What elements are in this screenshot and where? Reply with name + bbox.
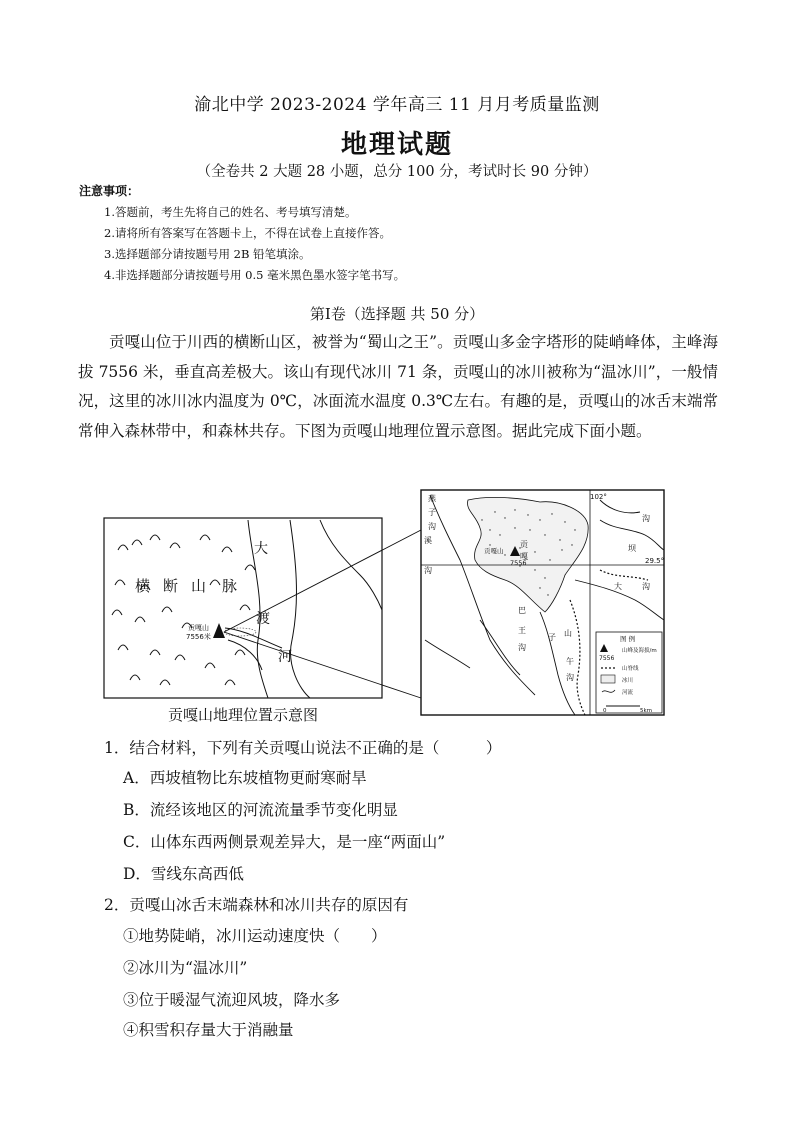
place-label-char: 午 xyxy=(566,657,574,666)
detail-peak-name: 贡嘎山 xyxy=(484,547,504,555)
exam-info: （全卷共 2 大题 28 小题，总分 100 分，考试时长 90 分钟） xyxy=(196,164,598,180)
peak-height-label: 7556米 xyxy=(186,633,211,641)
exam-title: 渝北中学 2023-2024 学年高三 11 月月考质量监测 xyxy=(194,95,600,115)
question-2-statement: ②冰川为“温冰川” xyxy=(123,959,248,977)
river-lines xyxy=(225,520,382,698)
place-label-char: 子 xyxy=(548,633,556,642)
river-label-char: 河 xyxy=(278,649,292,665)
figure-caption: 贡嘎山地理位置示意图 xyxy=(167,706,318,724)
legend-item: 山脊线 xyxy=(622,666,639,672)
question-1-option-c: C．山体东西两侧景观差异大，是一座“两面山” xyxy=(123,833,446,851)
place-label-char: 燕 xyxy=(428,494,436,503)
detail-map xyxy=(421,490,664,715)
question-2-statement: ③位于暖湿气流迎风坡，降水多 xyxy=(123,991,341,1009)
legend-item: 冰川 xyxy=(622,678,634,684)
river-label-char: 渡 xyxy=(256,611,270,627)
question-1-option-d: D．雪线东高西低 xyxy=(123,865,244,883)
range-label-char: 脉 xyxy=(222,577,238,595)
legend-peak-value: 7556 xyxy=(599,655,615,662)
range-label-char: 山 xyxy=(191,577,207,595)
section-heading: 第Ⅰ卷（选择题 共 50 分） xyxy=(309,305,485,323)
question-1-option-a: A．西坡植物比东坡植物更耐寒耐旱 xyxy=(123,769,367,787)
place-label-char: 沟 xyxy=(642,514,650,523)
question-2-stem: 2．贡嘎山冰舌末端森林和冰川共存的原因有 xyxy=(104,896,409,914)
peak-marker-icon xyxy=(213,623,225,638)
question-2-statement: ①地势陡峭，冰川运动速度快（ ） xyxy=(123,927,387,945)
legend-item: 河流 xyxy=(622,690,634,696)
place-label-char: 嘎 xyxy=(520,552,528,561)
range-label-char: 断 xyxy=(163,577,179,595)
notice-item: 1.答题前，考生先将自己的姓名、考号填写清楚。 xyxy=(104,205,357,219)
range-label-char: 横 xyxy=(135,577,151,595)
legend-glacier-icon xyxy=(601,675,615,683)
notice-item: 2.请将所有答案写在答题卡上，不得在试卷上直接作答。 xyxy=(104,226,391,240)
subject-title: 地理试题 xyxy=(340,130,453,160)
passage-text: 贡嘎山位于川西的横断山区，被誉为“蜀山之王”。贡嘎山多金字塔形的陡峭峰体，主峰海拔 7556 米，垂直高差极大。该山有现代冰川 71 条，贡嘎山的冰川被称为“温冰川”，一般情况，这里的冰川冰内温度为 0℃，冰面流水温度 0.3℃左右。有趣的是，贡嘎山的冰舌末端常常伸入森林带中，和森林共存。下图为贡嘎山地理位置示意图。据此完成下面小题。 xyxy=(78,333,718,440)
legend-frame xyxy=(596,632,662,713)
question-1-stem: 1．结合材料，下列有关贡嘎山说法不正确的是（ ） xyxy=(104,739,502,757)
place-label-char: 子 xyxy=(428,508,436,517)
place-label-char: 贡 xyxy=(520,540,528,549)
longitude-label: 102° xyxy=(590,493,607,501)
legend-item: 山峰及海拔/m xyxy=(622,648,657,654)
place-label-char: 溪 xyxy=(424,536,432,545)
detail-peak-height: 7556 xyxy=(510,559,527,567)
place-label-char: 沟 xyxy=(518,643,526,652)
place-label-char: 山 xyxy=(564,629,572,638)
place-label-char: 沟 xyxy=(566,673,574,682)
scale-end: 5km xyxy=(640,708,653,714)
place-label-char: 王 xyxy=(518,626,526,635)
scale-start: 0 xyxy=(603,708,607,714)
notice-item: 3.选择题部分请按题号用 2B 铅笔填涂。 xyxy=(104,247,311,261)
place-label-char: 坝 xyxy=(628,544,636,553)
place-label-char: 大 xyxy=(614,582,622,591)
place-label-char: 沟 xyxy=(424,566,432,575)
map-legend xyxy=(596,632,662,714)
peak-name-label: 贡嘎山 xyxy=(188,624,209,632)
latitude-label: 29.5° xyxy=(645,557,665,565)
notice-heading: 注意事项： xyxy=(79,184,140,198)
question-1-option-b: B．流经该地区的河流流量季节变化明显 xyxy=(123,801,398,819)
question-2-statement: ④积雪积存量大于消融量 xyxy=(123,1021,294,1039)
mountain-symbols xyxy=(112,535,255,685)
connector-line xyxy=(224,632,421,698)
place-label-char: 沟 xyxy=(642,582,650,591)
river-label-char: 大 xyxy=(254,541,268,557)
legend-title: 图 例 xyxy=(620,635,636,643)
place-label-char: 巴 xyxy=(518,606,526,615)
notice-item: 4.非选择题部分请按题号用 0.5 毫米黑色墨水签字笔书写。 xyxy=(104,268,406,282)
place-label-char: 沟 xyxy=(428,522,436,531)
